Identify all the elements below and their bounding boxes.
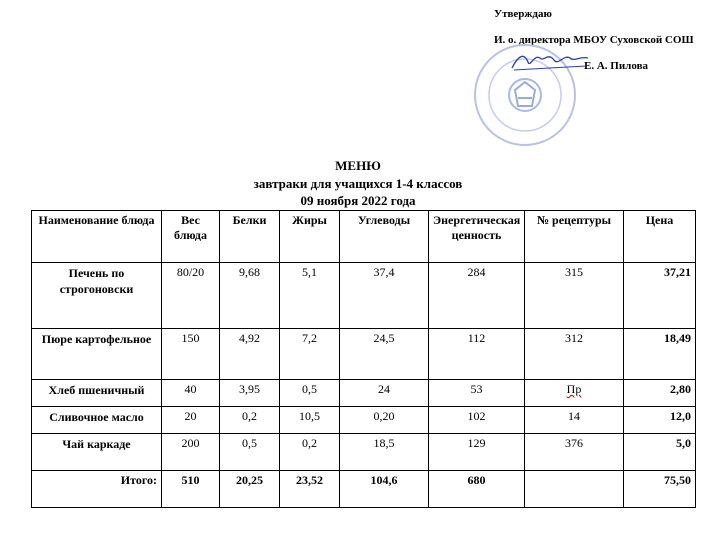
dish-name: Сливочное масло xyxy=(32,407,162,434)
table-row xyxy=(32,263,696,329)
dish-price: 12,0 xyxy=(624,407,696,434)
total-label: Итого: xyxy=(32,471,162,508)
dish-carbs: 24 xyxy=(340,380,429,407)
dish-weight: 40 xyxy=(162,380,220,407)
dish-protein: 3,95 xyxy=(220,380,280,407)
dish-carbs: 0,20 xyxy=(340,407,429,434)
dish-fat: 0,2 xyxy=(280,434,340,471)
menu-title: МЕНЮ xyxy=(335,158,381,173)
dish-carbs: 18,5 xyxy=(340,434,429,471)
dish-name: Хлеб пшеничный xyxy=(32,380,162,407)
dish-protein: 9,68 xyxy=(220,263,280,329)
approval-signatory: Е. А. Пилова xyxy=(584,60,649,72)
approval-position: И. о. директора МБОУ Суховской СОШ xyxy=(494,34,694,46)
dish-fat: 7,2 xyxy=(280,329,340,380)
signature-icon xyxy=(510,48,590,72)
dish-recipe: 376 xyxy=(525,434,624,471)
col-header-recipe: № рецептуры xyxy=(525,211,624,263)
dish-name: Пюре картофельное xyxy=(32,329,162,380)
dish-price: 18,49 xyxy=(624,329,696,380)
dish-energy: 284 xyxy=(429,263,525,329)
total-fat: 23,52 xyxy=(280,471,340,508)
total-carbs: 104,6 xyxy=(340,471,429,508)
total-protein: 20,25 xyxy=(220,471,280,508)
dish-protein: 0,2 xyxy=(220,407,280,434)
menu-date: 09 ноября 2022 года xyxy=(300,193,416,208)
dish-protein: 0,5 xyxy=(220,434,280,471)
total-price: 75,50 xyxy=(624,471,696,508)
menu-subtitle: завтраки для учащихся 1-4 классов xyxy=(253,176,463,191)
table-header-row xyxy=(32,211,696,263)
approval-heading: Утверждаю xyxy=(494,8,552,20)
dish-carbs: 24,5 xyxy=(340,329,429,380)
dish-price: 37,21 xyxy=(624,263,696,329)
dish-name: Печень по строгоновски xyxy=(32,263,162,329)
dish-energy: 129 xyxy=(429,434,525,471)
col-header-protein: Белки xyxy=(220,211,280,263)
dish-energy: 53 xyxy=(429,380,525,407)
total-weight: 510 xyxy=(162,471,220,508)
table-row xyxy=(32,329,696,380)
dish-price: 5,0 xyxy=(624,434,696,471)
menu-table xyxy=(31,210,696,508)
dish-recipe: 14 xyxy=(525,407,624,434)
dish-name: Чай каркаде xyxy=(32,434,162,471)
dish-weight: 200 xyxy=(162,434,220,471)
dish-price: 2,80 xyxy=(624,380,696,407)
col-header-price: Цена xyxy=(624,211,696,263)
col-header-name: Наименование блюда xyxy=(32,211,162,263)
dish-carbs: 37,4 xyxy=(340,263,429,329)
table-row xyxy=(32,407,696,434)
dish-energy: 102 xyxy=(429,407,525,434)
dish-fat: 0,5 xyxy=(280,380,340,407)
col-header-weight: Вес блюда xyxy=(162,211,220,263)
table-row xyxy=(32,434,696,471)
dish-fat: 10,5 xyxy=(280,407,340,434)
table-total-row xyxy=(32,471,696,508)
dish-recipe: Пр xyxy=(525,380,624,407)
col-header-fat: Жиры xyxy=(280,211,340,263)
table-row xyxy=(32,380,696,407)
dish-weight: 150 xyxy=(162,329,220,380)
dish-weight: 80/20 xyxy=(162,263,220,329)
total-energy: 680 xyxy=(429,471,525,508)
dish-protein: 4,92 xyxy=(220,329,280,380)
col-header-carbs: Углеводы xyxy=(340,211,429,263)
dish-fat: 5,1 xyxy=(280,263,340,329)
dish-recipe: 312 xyxy=(525,329,624,380)
dish-weight: 20 xyxy=(162,407,220,434)
dish-energy: 112 xyxy=(429,329,525,380)
total-recipe xyxy=(525,471,624,508)
col-header-energy: Энергетическая ценность xyxy=(429,211,525,263)
dish-recipe: 315 xyxy=(525,263,624,329)
